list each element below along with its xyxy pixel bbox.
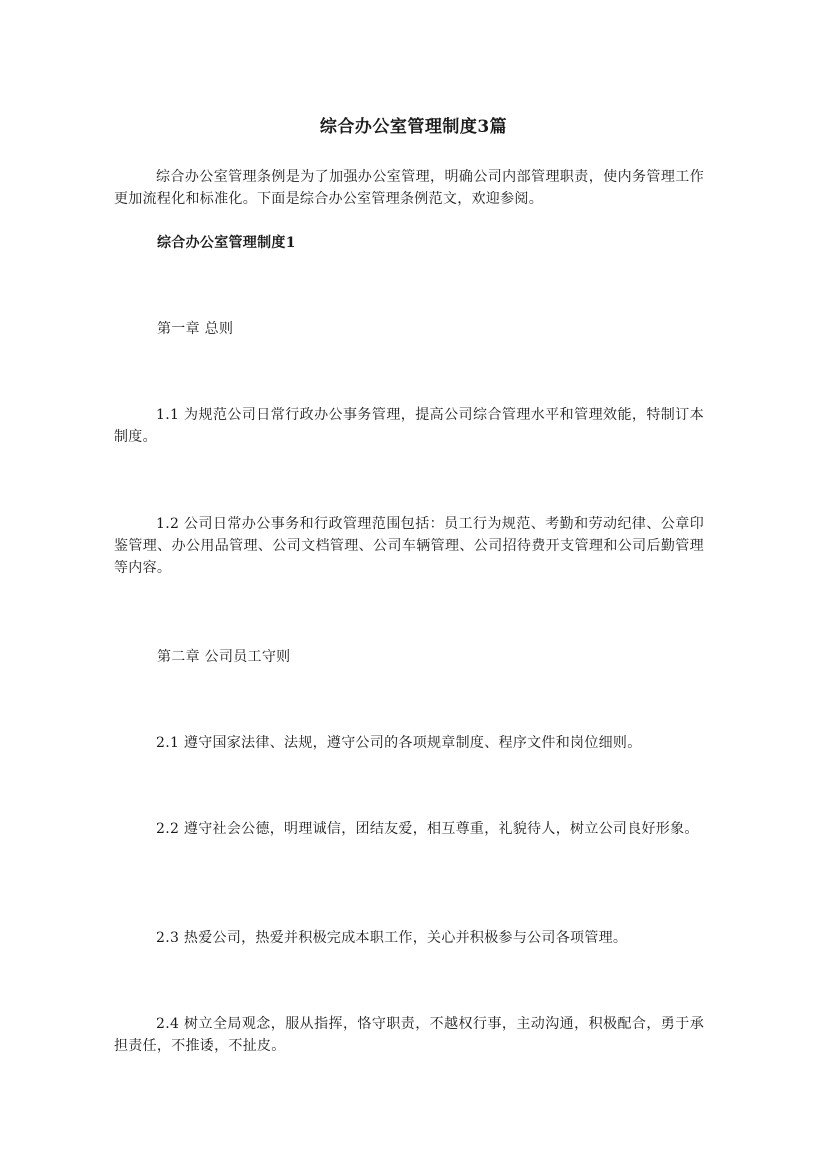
chapter-1-heading: 第一章 总则 <box>157 321 234 337</box>
section-heading: 综合办公室管理制度1 <box>157 235 296 251</box>
paragraph-2-1: 2.1 遵守国家法律、法规，遵守公司的各项规章制度、程序文件和岗位细则。 <box>156 735 642 751</box>
paragraph-1-1: 1.1 为规范公司日常行政办公事务管理，提高公司综合管理水平和管理效能，特制订本制度。 <box>114 407 704 445</box>
paragraph-2-4: 2.4 树立全局观念，服从指挥，恪守职责，不越权行事，主动沟通，积极配合，勇于承担责任，不推诿，不扯皮。 <box>114 1016 704 1054</box>
chapter-2-heading: 第二章 公司员工守则 <box>157 649 291 665</box>
intro-paragraph: 综合办公室管理条例是为了加强办公室管理，明确公司内部管理职责，使内务管理工作更加流程化和标准化。下面是综合办公室管理条例范文，欢迎参阅。 <box>114 169 704 207</box>
paragraph-2-2: 2.2 遵守社会公德，明理诚信，团结友爱，相互尊重，礼貌待人，树立公司良好形象。 <box>156 821 699 837</box>
document-title: 综合办公室管理制度3篇 <box>319 117 508 137</box>
paragraph-2-3: 2.3 热爱公司，热爱并积极完成本职工作，关心并积极参与公司各项管理。 <box>156 930 628 946</box>
paragraph-1-2: 1.2 公司日常办公事务和行政管理范围包括：员工行为规范、考勤和劳动纪律、公章印鉴管理、办公用品管理、公司文档管理、公司车辆管理、公司招待费开支管理和公司后勤管理等内容。 <box>114 516 704 576</box>
